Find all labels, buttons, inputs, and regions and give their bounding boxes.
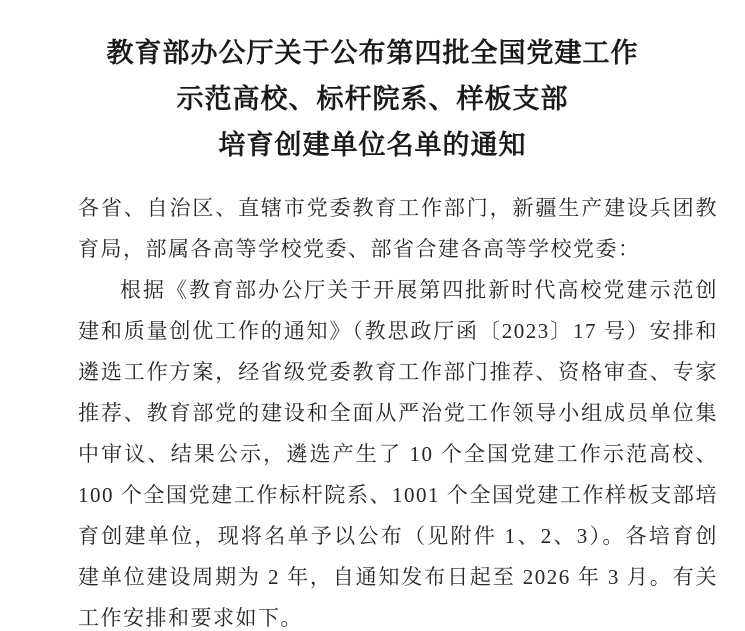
body-line: 工作安排和要求如下。 <box>78 606 303 630</box>
body-line: 100 个全国党建工作标杆院系、1001 个全国党建工作样板支部培 <box>78 483 718 507</box>
body-line: 育创建单位，现将名单予以公布（见附件 1、2、3）。各培育创 <box>78 524 718 548</box>
title-line-3: 培育创建单位名单的通知 <box>218 130 527 160</box>
document-body <box>78 188 718 631</box>
document-title <box>0 30 745 168</box>
body-line: 遴选工作方案，经省级党委教育工作部门推荐、资格审查、专家 <box>78 360 718 384</box>
title-line-1: 教育部办公厅关于公布第四批全国党建工作 <box>106 38 639 68</box>
body-line: 建和质量创优工作的通知》（教思政厅函〔2023〕17 号）安排和 <box>78 319 718 343</box>
salutation-line: 育局，部属各高等学校党委、部省合建各高等学校党委： <box>78 237 641 261</box>
body-line: 建单位建设周期为 2 年，自通知发布日起至 2026 年 3 月。有关 <box>78 565 718 589</box>
salutation-paragraph <box>78 188 718 270</box>
body-line: 中审议、结果公示，遴选产生了 10 个全国党建工作示范高校、 <box>78 442 718 466</box>
body-line: 根据《教育部办公厅关于开展第四批新时代高校党建示范创 <box>120 278 718 302</box>
main-paragraph <box>78 270 718 631</box>
salutation-line: 各省、自治区、直辖市党委教育工作部门，新疆生产建设兵团教 <box>78 196 718 220</box>
title-line-2: 示范高校、标杆院系、样板支部 <box>176 84 569 114</box>
body-line: 推荐、教育部党的建设和全面从严治党工作领导小组成员单位集 <box>78 401 718 425</box>
